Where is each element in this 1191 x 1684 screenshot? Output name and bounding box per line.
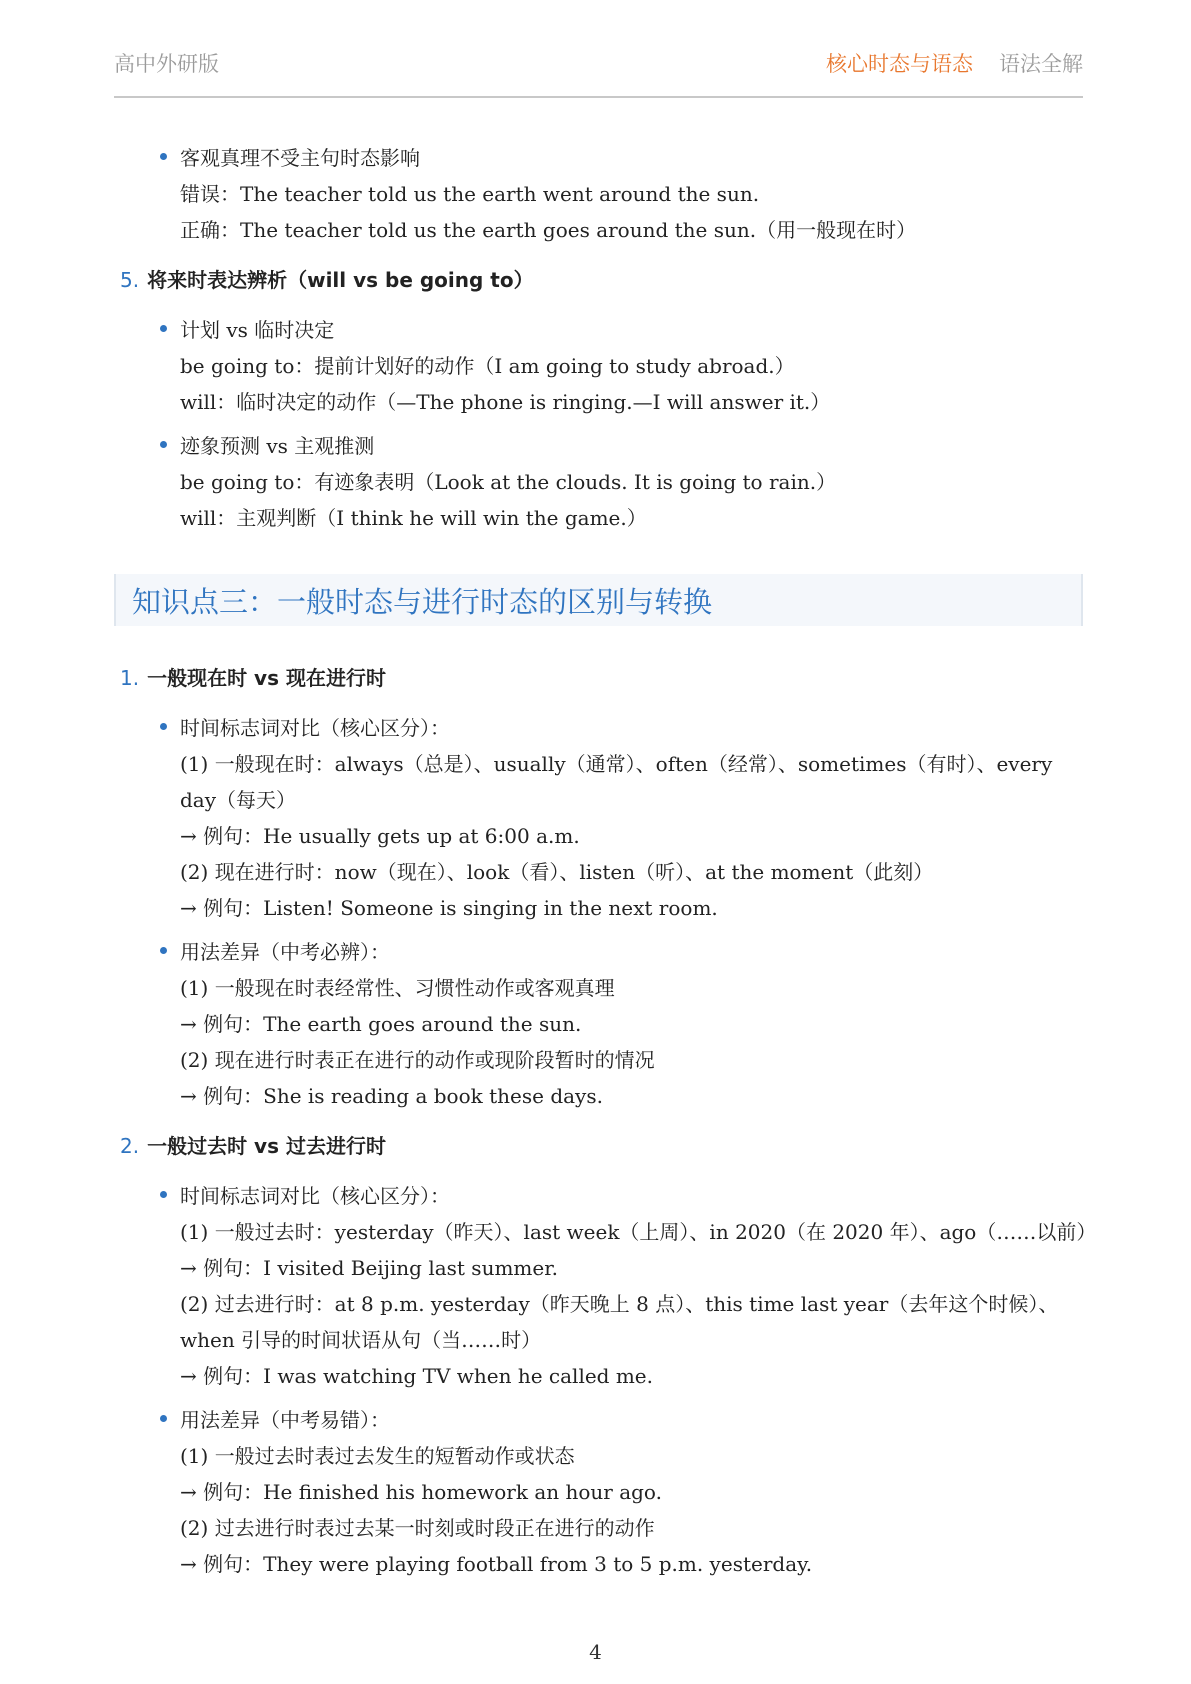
bullet-line: (1) 一般现在时表经常性、习惯性动作或客观真理: [180, 976, 615, 1000]
bullet-objective-truth: [114, 140, 1083, 248]
bullet-line: (2) 过去进行时：at 8 p.m. yesterday（昨天晚上 8 点）、this time last year（去年这个时候）、when 引导的时间状语从句（当……时）: [180, 1292, 1059, 1352]
header-chapter-title: 核心时态与语态: [826, 52, 973, 76]
bullet-title: 用法差异（中考易错）：: [180, 1408, 390, 1432]
bullet-line: will：主观判断（I think he will win the game.）: [180, 506, 647, 530]
bullet-prediction: [114, 428, 1083, 536]
page-content: [114, 140, 1097, 1590]
example-line: → 例句：Listen! Someone is singing in the next room.: [180, 896, 718, 920]
section-number: 5.: [120, 268, 140, 292]
example-wrong: 错误：The teacher told us the earth went around the sun.: [180, 182, 760, 206]
bullet-dot: [160, 947, 167, 954]
example-line: → 例句：The earth goes around the sun.: [180, 1012, 582, 1036]
example-right: 正确：The teacher told us the earth goes around the sun.（用一般现在时）: [180, 218, 917, 242]
example-line: → 例句：She is reading a book these days.: [180, 1084, 603, 1108]
bullet-dot: [160, 153, 167, 160]
bullet-dot: [160, 723, 167, 730]
bullet-dot: [160, 441, 167, 448]
bullet-time-markers: [114, 1178, 1097, 1394]
bullet-time-markers: [114, 710, 1083, 926]
bullet-line: (2) 现在进行时：now（现在）、look（看）、listen（听）、at the moment（此刻）: [180, 860, 934, 884]
page-header: [114, 44, 1083, 98]
example-line: → 例句：He finished his homework an hour ago.: [180, 1480, 662, 1504]
bullet-dot: [160, 1191, 167, 1198]
subsection-number: 2.: [120, 1134, 140, 1158]
knowledge-point-banner: [114, 574, 1083, 626]
bullet-usage-difference: [114, 1402, 1083, 1582]
bullet-line: (2) 现在进行时表正在进行的动作或现阶段暂时的情况: [180, 1048, 655, 1072]
bullet-line: (1) 一般过去时表过去发生的短暂动作或状态: [180, 1444, 575, 1468]
example-line: → 例句：He usually gets up at 6:00 a.m.: [180, 824, 580, 848]
header-chapter: [826, 48, 1083, 78]
subsection-heading-2: [120, 1128, 1083, 1164]
bullet-line: be going to：提前计划好的动作（I am going to study abroad.）: [180, 354, 795, 378]
bullet-line: be going to：有迹象表明（Look at the clouds. It is going to rain.）: [180, 470, 837, 494]
section-heading-5: [120, 262, 1083, 298]
bullet-dot: [160, 325, 167, 332]
section-title: 将来时表达辨析（will vs be going to）: [147, 268, 534, 292]
bullet-title: 客观真理不受主句时态影响: [180, 146, 420, 170]
header-series-title: 语法全解: [999, 52, 1083, 76]
subsection-title: 一般过去时 vs 过去进行时: [147, 1134, 386, 1158]
bullet-title: 计划 vs 临时决定: [180, 318, 335, 342]
page-number: 4: [589, 1640, 602, 1664]
bullet-line: (1) 一般过去时：yesterday（昨天）、last week（上周）、in 2020（在 2020 年）、ago（……以前）: [180, 1220, 1097, 1244]
bullet-line: (1) 一般现在时：always（总是）、usually（通常）、often（经常）、sometimes（有时）、every day（每天）: [180, 752, 1053, 812]
example-line: → 例句：I was watching TV when he called me.: [180, 1364, 653, 1388]
bullet-title: 迹象预测 vs 主观推测: [180, 434, 375, 458]
bullet-line: will：临时决定的动作（—The phone is ringing.—I will answer it.）: [180, 390, 831, 414]
bullet-title: 用法差异（中考必辨）：: [180, 940, 390, 964]
subsection-heading-1: [120, 660, 1083, 696]
banner-title: 知识点三：一般时态与进行时态的区别与转换: [132, 585, 713, 619]
bullet-dot: [160, 1415, 167, 1422]
bullet-title: 时间标志词对比（核心区分）：: [180, 716, 450, 740]
example-line: → 例句：They were playing football from 3 to 5 p.m. yesterday.: [180, 1552, 813, 1576]
subsection-title: 一般现在时 vs 现在进行时: [147, 666, 386, 690]
bullet-line: (2) 过去进行时表过去某一时刻或时段正在进行的动作: [180, 1516, 655, 1540]
bullet-usage-difference: [114, 934, 1083, 1114]
subsection-number: 1.: [120, 666, 140, 690]
example-line: → 例句：I visited Beijing last summer.: [180, 1256, 558, 1280]
bullet-plan-vs-decision: [114, 312, 1083, 420]
bullet-title: 时间标志词对比（核心区分）：: [180, 1184, 450, 1208]
header-book-title: 高中外研版: [114, 52, 219, 76]
